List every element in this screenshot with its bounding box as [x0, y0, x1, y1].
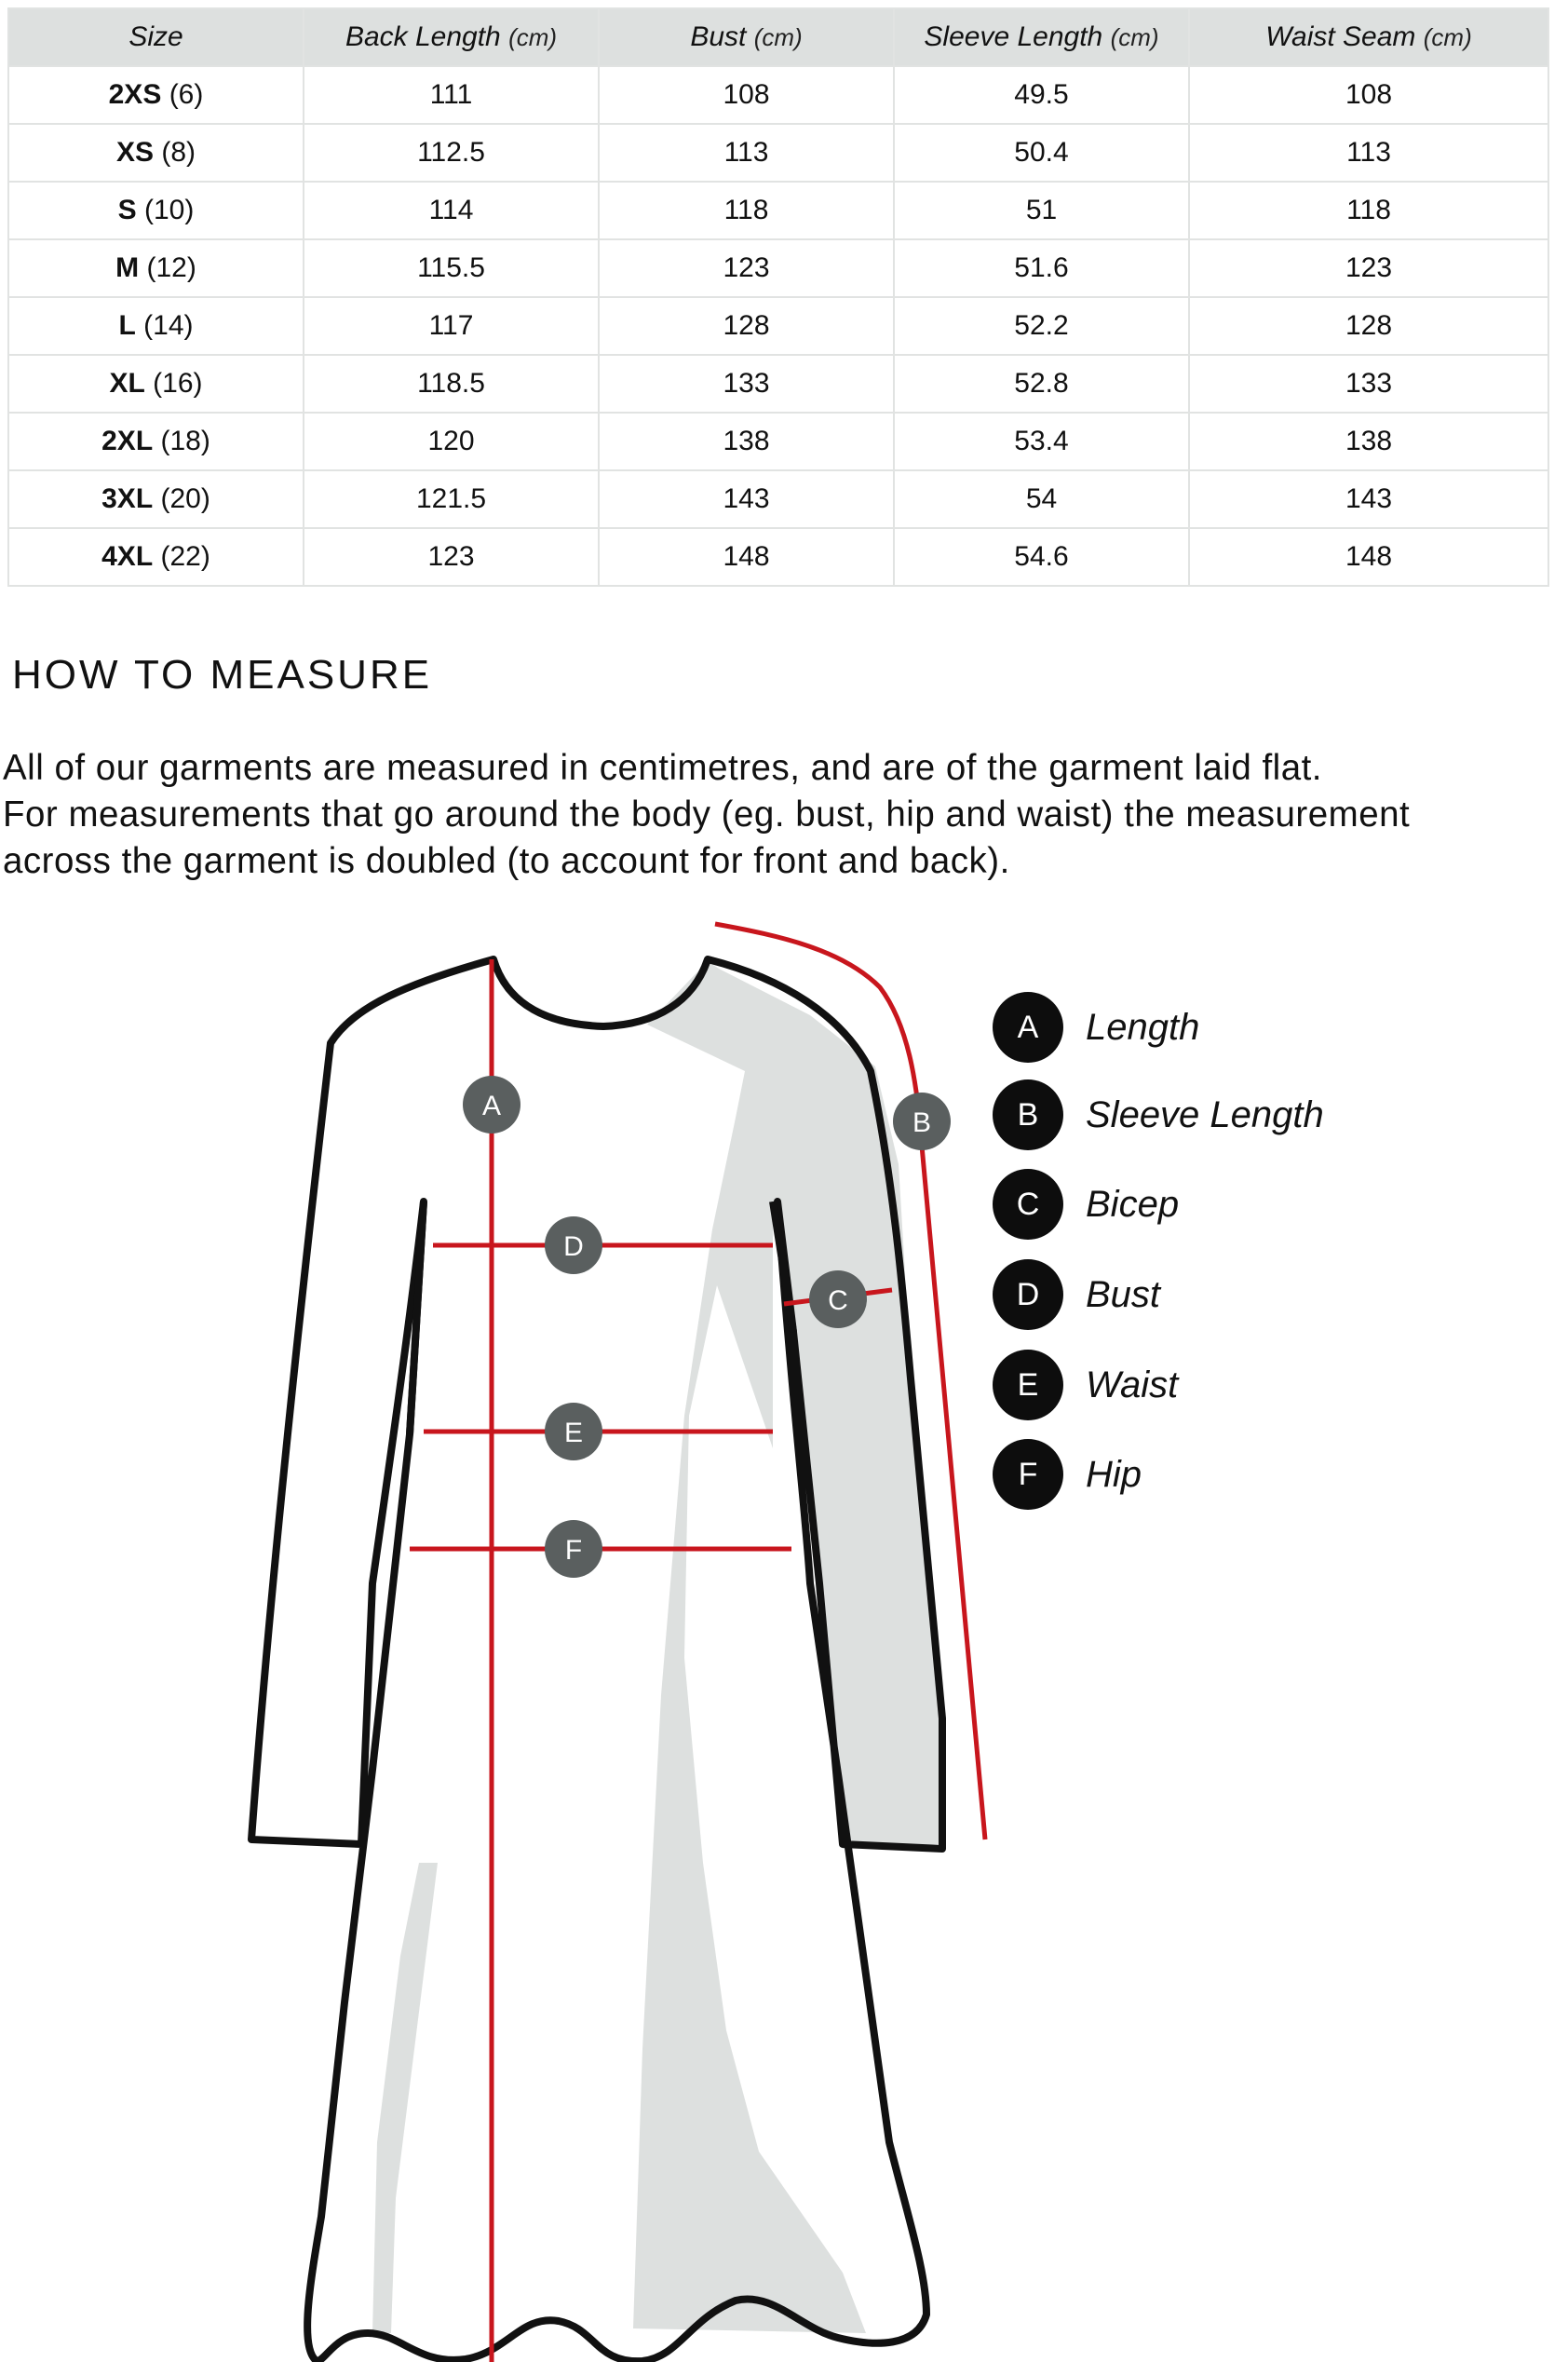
waist-seam-cell: 148 [1189, 528, 1548, 586]
sleeve-length-cell: 52.8 [894, 355, 1189, 413]
legend-item-bust [993, 1259, 1514, 1330]
legend-item-waist [993, 1350, 1514, 1420]
size-table-header [8, 8, 1548, 66]
bust-cell: 133 [599, 355, 894, 413]
bust-cell: 113 [599, 124, 894, 182]
intro-paragraph [3, 745, 1567, 885]
header-sleeve-length: Sleeve Length (cm) [894, 8, 1189, 66]
marker-c [809, 1270, 867, 1328]
svg-text:E: E [563, 1418, 584, 1448]
size-cell: 2XL (18) [8, 413, 304, 470]
bust-cell: 143 [599, 470, 894, 528]
bust-cell: 148 [599, 528, 894, 586]
back-length-cell: 117 [304, 297, 599, 355]
waist-seam-cell: 133 [1189, 355, 1548, 413]
waist-seam-cell: 128 [1189, 297, 1548, 355]
size-cell: M (12) [8, 239, 304, 297]
size-cell: 4XL (22) [8, 528, 304, 586]
header-bust: Bust (cm) [599, 8, 894, 66]
header-row [8, 8, 1548, 66]
legend-badge: A [993, 992, 1063, 1063]
table-row [8, 124, 1548, 182]
svg-text:A: A [481, 1091, 502, 1121]
waist-seam-cell: 108 [1189, 66, 1548, 124]
sleeve-length-cell: 50.4 [894, 124, 1189, 182]
header-waist-seam: Waist Seam (cm) [1189, 8, 1548, 66]
legend-item-bicep [993, 1169, 1514, 1240]
legend-badge: E [993, 1350, 1063, 1420]
back-length-cell: 115.5 [304, 239, 599, 297]
back-length-cell: 111 [304, 66, 599, 124]
back-length-cell: 120 [304, 413, 599, 470]
intro-line: All of our garments are measured in centimetres, and are of the garment laid flat. [3, 748, 1322, 788]
legend-item-length [993, 992, 1514, 1063]
svg-text:F: F [564, 1535, 583, 1566]
legend-label: Bust [1086, 1274, 1161, 1315]
header-back-length: Back Length (cm) [304, 8, 599, 66]
svg-text:D: D [563, 1231, 584, 1262]
table-row [8, 66, 1548, 124]
marker-f [545, 1520, 602, 1578]
table-row [8, 297, 1548, 355]
waist-seam-cell: 118 [1189, 182, 1548, 239]
legend-label: Bicep [1086, 1184, 1180, 1225]
legend-item-sleeve-length [993, 1079, 1514, 1150]
table-row [8, 528, 1548, 586]
marker-a [463, 1076, 520, 1133]
size-cell: XS (8) [8, 124, 304, 182]
size-cell: 2XS (6) [8, 66, 304, 124]
legend-label: Hip [1086, 1454, 1142, 1495]
table-row [8, 239, 1548, 297]
back-length-cell: 112.5 [304, 124, 599, 182]
legend-badge: F [993, 1439, 1063, 1510]
sleeve-length-cell: 51 [894, 182, 1189, 239]
back-length-cell: 123 [304, 528, 599, 586]
svg-text:B: B [912, 1107, 932, 1138]
legend-label: Length [1086, 1007, 1200, 1048]
size-cell: S (10) [8, 182, 304, 239]
waist-seam-cell: 113 [1189, 124, 1548, 182]
intro-line: For measurements that go around the body (eg. bust, hip and waist) the measurement [3, 794, 1411, 835]
sleeve-length-cell: 54 [894, 470, 1189, 528]
bust-cell: 128 [599, 297, 894, 355]
sleeve-length-cell: 54.6 [894, 528, 1189, 586]
marker-d [545, 1216, 602, 1274]
intro-line: across the garment is doubled (to account for front and back). [3, 841, 1010, 881]
waist-seam-cell: 123 [1189, 239, 1548, 297]
marker-b [893, 1093, 951, 1150]
legend-badge: B [993, 1079, 1063, 1150]
table-row [8, 413, 1548, 470]
back-length-cell: 121.5 [304, 470, 599, 528]
legend-label: Waist [1086, 1364, 1179, 1405]
table-row [8, 355, 1548, 413]
size-table [7, 7, 1549, 587]
bust-cell: 118 [599, 182, 894, 239]
waist-seam-cell: 138 [1189, 413, 1548, 470]
size-cell: L (14) [8, 297, 304, 355]
svg-text:C: C [828, 1285, 848, 1316]
header-size: Size [8, 8, 304, 66]
sleeve-length-cell: 53.4 [894, 413, 1189, 470]
back-length-cell: 114 [304, 182, 599, 239]
waist-seam-cell: 143 [1189, 470, 1548, 528]
size-cell: XL (16) [8, 355, 304, 413]
legend-badge: D [993, 1259, 1063, 1330]
legend-label: Sleeve Length [1086, 1094, 1324, 1135]
bust-cell: 123 [599, 239, 894, 297]
back-length-cell: 118.5 [304, 355, 599, 413]
sleeve-shading [633, 961, 942, 2333]
marker-e [545, 1403, 602, 1460]
skirt-fold-shading [372, 1863, 438, 2333]
bust-cell: 108 [599, 66, 894, 124]
sleeve-length-cell: 49.5 [894, 66, 1189, 124]
table-row [8, 182, 1548, 239]
table-row [8, 470, 1548, 528]
size-cell: 3XL (20) [8, 470, 304, 528]
size-table-body [8, 66, 1548, 586]
sleeve-length-cell: 51.6 [894, 239, 1189, 297]
sleeve-length-cell: 52.2 [894, 297, 1189, 355]
legend-badge: C [993, 1169, 1063, 1240]
bust-cell: 138 [599, 413, 894, 470]
section-heading: HOW TO MEASURE [12, 652, 433, 698]
legend-item-hip [993, 1439, 1514, 1510]
